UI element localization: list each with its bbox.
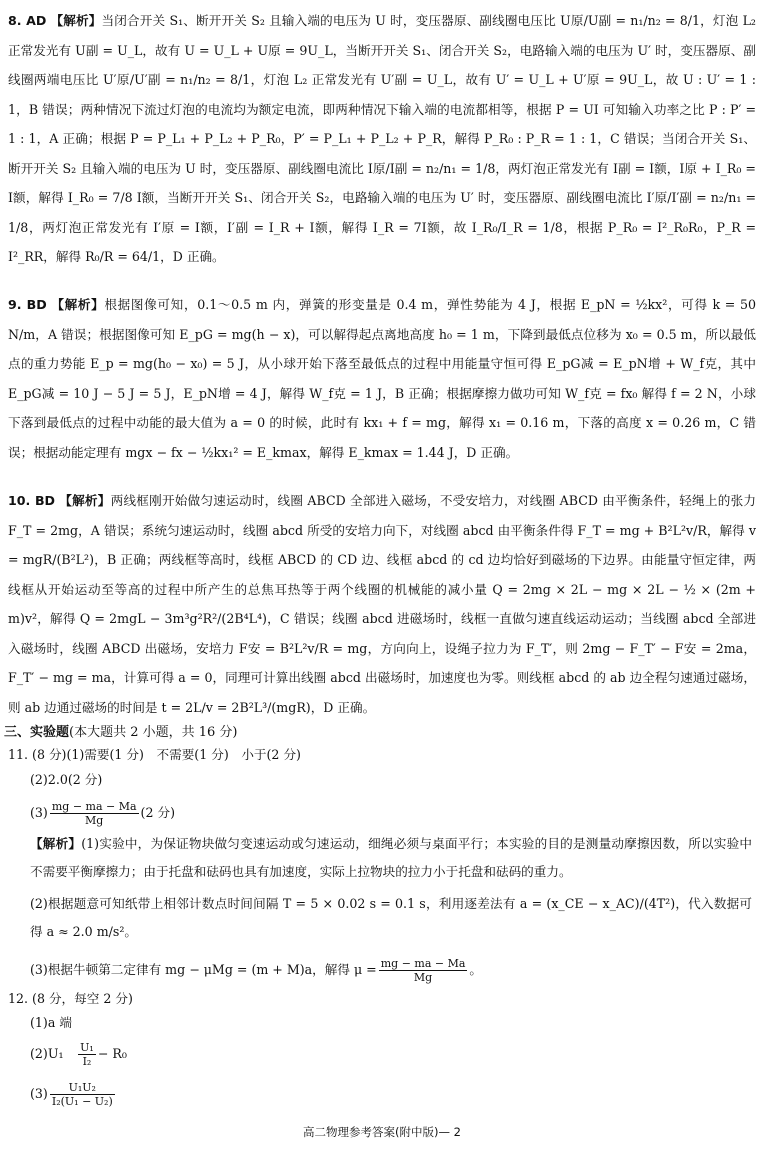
section-3-note: (本大题共 2 小题，共 16 分) [69, 725, 238, 740]
question-11-explanation-3-fraction: $\frac{mg - ma - Ma}{Mg}$ [380, 957, 466, 984]
question-10-analysis: 两线框刚开始做匀速运动时，线圈 ABCD 全部进入磁场，不受安培力，对线圈 ABCD 由平衡条件，轻绳上的张力 F_T = 2mg，A 错误；系统匀速运动时，线圈 abcd 所受的安培力向下，对线圈 abcd 由平衡条件得 F_T = mg + B²L²v/R，解得 v = mgR/(B²L²)，B 正确；两线框等高时，线框 ABCD 的 CD 边、线框 abcd 的 cd 边均恰好到磁场的下边界。由能量守恒定律，两线框从开始运动至等高的过程中所产生的总焦耳热等于两个线圈的机械能的减小量 Q = 2mg × 2L − mg × 2L − ½ × (2m + m)v²，解得 Q = 2mgL − 3m³g²R²/(2B⁴L⁴)，C 错误；线圈 abcd 进磁场时，线框一直做匀速直线运动运动；当线圈 abcd 全部进入磁场时，线圈 ABCD 出磁场，安培力 F安 = B²L²v/R = mg，方向向上，设绳子拉力为 F_T′，则 2mg − F_T′ − F安 = 2ma，F_T′ − mg = ma，计算可得 a = 0，同理可计算出线圈 abcd 出磁场时，加速度也为零。则线框 abcd 的 ab 边全程匀速通过磁场，则 ab 边通过磁场的时间是 t = 2L/v = 2B²L³/(mgR)，D 正确。 [8, 493, 756, 715]
section-3-heading [4, 722, 238, 744]
question-10-analysis-tag: 【解析】 [59, 493, 111, 508]
question-10 [8, 486, 756, 722]
page-footer: 高二物理参考答案(附中版)— 2 [303, 1125, 461, 1139]
question-11-explanation-1: 【解析】(1)实验中，为保证物块做匀变速运动或匀速运动，细绳必须与桌面平行；本实验的目的是测量动摩擦因数，所以实验中不需要平衡摩擦力；由于托盘和砝码也具有加速度，实际上拉物块的拉力小于托盘和砝码的重力。 [30, 836, 753, 879]
question-9-answer: 9. BD [8, 297, 47, 312]
question-10-answer: 10. BD [8, 493, 55, 508]
question-8-answer: 8. AD [8, 13, 47, 28]
question-12-part-2-fraction: $\frac{\text{U₁}}{\text{I₂}}$ [80, 1041, 94, 1068]
question-9-analysis-tag: 【解析】 [51, 297, 105, 312]
question-11-head: 11. (8 分)(1)需要(1 分) 不需要(1 分) 小于(2 分) [8, 747, 301, 762]
question-11-part-2: (2)2.0(2 分) [30, 772, 103, 787]
question-8-analysis: 当闭合开关 S₁、断开开关 S₂ 且输入端的电压为 U 时，变压器原、副线圈电压比 U原/U副 = n₁/n₂ = 8/1，灯泡 L₂ 正常发光有 U副 = U_L，故有 U = U_L + U原 = 9U_L，当断开开关 S₁、闭合开关 S₂，电路输入端的电压为 U′ 时，变压器原、副线圈两端电压比 U′原/U′副 = n₁/n₂ = 8/1，灯泡 L₂ 正常发光有 U′副 = U_L，故有 U′ = U_L + U′原 = 9U_L，故 U : U′ = 1 : 1，B 错误；两种情况下流过灯泡的电流均为额定电流，即两种情况下输入端的电流都相等，根据 P = UI 可知输入功率之比 P : P′ = 1 : 1，A 正确；根据 P = P_L₁ + P_L₂ + P_R₀，P′ = P_L₁ + P_L₂ + P_R，解得 P_R₀ : P_R = 1 : 1，C 错误；当闭合开关 S₁、断开开关 S₂ 且输入端的电压为 U 时，变压器原、副线圈电流比 I原/I副 = n₂/n₁ = 1/8，两灯泡正常发光有 I副 = I额，I原 + I_R₀ = I额，解得 I_R₀ = 7/8 I额，当断开开关 S₁、闭合开关 S₂，电路输入端的电压为 U′ 时，变压器原、副线圈电流比 I′原/I′副 = n₂/n₁ = 1/8，两灯泡正常发光有 I′原 = I额，I′副 = I_R + I额，解得 I_R = 7I额，故 I_R₀/I_R = 1/8，根据 P_R₀ = I²_R₀R₀，P_R = I²_RR，解得 R₀/R = 64/1，D 正确。 [8, 13, 756, 264]
section-3-title: 三、实验题 [4, 725, 70, 740]
question-11-explanation-3: (3)根据牛顿第二定律有 mg − μMg = (m + M)a，解得 μ = $\frac{mg - ma - Ma}{Mg}$ 。 [30, 957, 483, 984]
question-12-part-3: (3) $\frac{\text{U₁U₂}}{\text{I₂(U₁ − U₂)}}$ [30, 1081, 113, 1108]
question-11-part-3-fraction: $\frac{mg - ma - Ma}{Mg}$ [51, 800, 137, 827]
question-12-part-1: (1)a 端 [30, 1015, 72, 1030]
question-11-analysis-tag: 【解析】 [30, 836, 82, 851]
question-11-part-3: (3) $\frac{mg - ma - Ma}{Mg}$ (2 分) [30, 800, 175, 827]
question-9 [8, 290, 756, 467]
question-8 [8, 6, 756, 272]
question-12-part-3-fraction: $\frac{\text{U₁U₂}}{\text{I₂(U₁ − U₂)}}$ [51, 1081, 113, 1108]
question-12-part-2: (2)U₁ $\frac{\text{U₁}}{\text{I₂}}$ − R₀ [30, 1041, 127, 1068]
question-11-explanation-2: (2)根据题意可知纸带上相邻计数点时间间隔 T = 5 × 0.02 s = 0.1 s，利用逐差法有 a = (x_CE − x_AC)/(4T²)，代入数据可得 a ≈ 2.0 m/s²。 [30, 896, 752, 939]
question-12-head: 12. (8 分，每空 2 分) [8, 991, 133, 1006]
question-9-analysis: 根据图像可知，0.1～0.5 m 内，弹簧的形变量是 0.4 m，弹性势能为 4 J，根据 E_pN = ½kx²，可得 k = 50 N/m，A 错误；根据图像可知 E_pG = mg(h − x)，可以解得起点离地高度 h₀ = 1 m，下降到最低点位移为 x₀ = 0.5 m，所以最低点的重力势能 E_p = mg(h₀ − x₀) = 5 J，从小球开始下落至最低点的过程中用能量守恒可得 E_pG减 = E_pN增 + W_f克，其中 E_pG减 = 10 J − 5 J = 5 J，E_pN增 = 4 J，解得 W_f克 = 1 J，B 正确；根据摩擦力做功可知 W_f克 = fx₀ 解得 f = 2 N，小球下落到最低点的过程中动能的最大值为 a = 0 的时候，此时有 kx₁ + f = mg，解得 x₁ = 0.16 m，下落的高度 x = 0.26 m，C 错误；根据动能定理有 mgx − fx − ½kx₁² = E_kmax，解得 E_kmax = 1.44 J，D 正确。 [8, 297, 756, 460]
question-8-analysis-tag: 【解析】 [50, 13, 102, 28]
